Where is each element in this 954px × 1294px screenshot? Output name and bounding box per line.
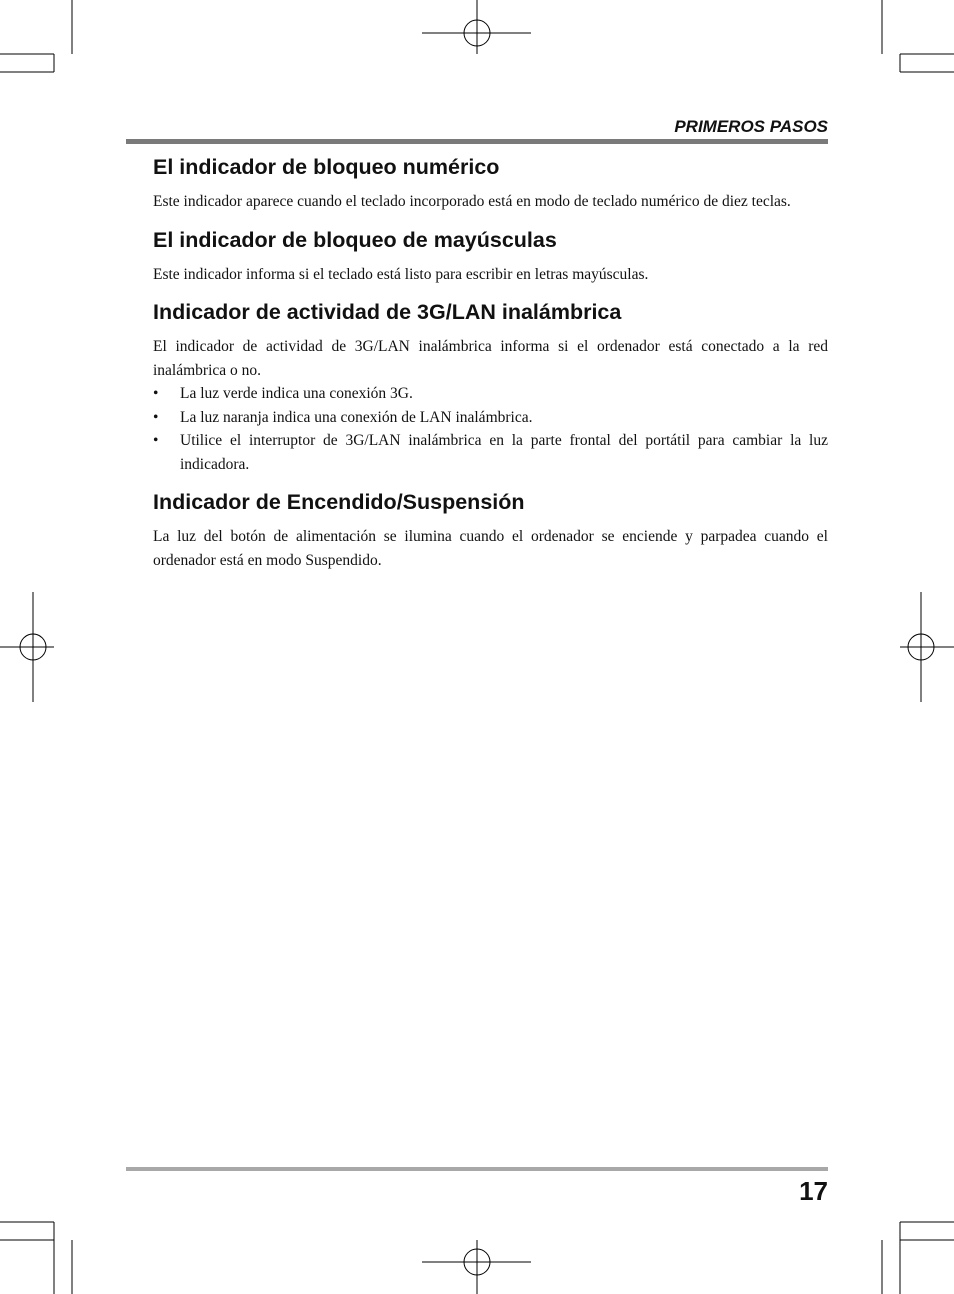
- section-num-lock: [153, 152, 828, 214]
- list-item-text: La luz naranja indica una conexión de LAN inalámbrica.: [180, 408, 533, 426]
- section-heading: El indicador de bloqueo numérico: [153, 155, 500, 179]
- list-item: [153, 406, 828, 430]
- list-item-text: La luz verde indica una conexión 3G.: [180, 385, 413, 402]
- bullet-icon: •: [153, 408, 159, 426]
- list-item: [153, 429, 828, 476]
- crop-mark-icon: [0, 1222, 72, 1294]
- bullet-icon: •: [153, 385, 159, 402]
- crop-mark-icon: [882, 0, 954, 72]
- footer-rule: [126, 1167, 828, 1171]
- section-paragraph: La luz del botón de alimentación se ilumina cuando el ordenador se enciende y parpadea cuando el ordenador está en modo Suspendido.: [153, 528, 828, 569]
- running-header: PRIMEROS PASOS: [674, 117, 828, 136]
- section-paragraph: Este indicador informa si el teclado está listo para escribir en letras mayúsculas.: [153, 265, 649, 283]
- section-caps-lock: [153, 225, 828, 287]
- section-heading: Indicador de Encendido/Suspensión: [153, 490, 525, 514]
- crop-mark-icon: [0, 0, 72, 72]
- section-paragraph: El indicador de actividad de 3G/LAN inalámbrica informa si el ordenador está conectado a la red inalámbrica o no.: [153, 338, 828, 379]
- page-number: 17: [799, 1176, 828, 1206]
- header-rule: [126, 139, 828, 144]
- bullet-list: [153, 382, 828, 476]
- section-paragraph: Este indicador aparece cuando el teclado incorporado está en modo de teclado numérico de diez teclas.: [153, 193, 791, 210]
- crop-mark-icon: [882, 1222, 954, 1294]
- section-heading: El indicador de bloqueo de mayúsculas: [153, 227, 557, 252]
- list-item: [153, 382, 828, 406]
- page-content: [153, 152, 828, 583]
- registration-mark-icon: [900, 592, 954, 702]
- section-power-suspend: [153, 487, 828, 572]
- section-wireless-activity: [153, 297, 828, 476]
- section-heading: Indicador de actividad de 3G/LAN inalámbrica: [153, 300, 622, 324]
- registration-mark-icon: [422, 1240, 531, 1294]
- bullet-icon: •: [153, 432, 159, 449]
- registration-mark-icon: [0, 592, 54, 702]
- list-item-text: Utilice el interruptor de 3G/LAN inalámbrica en la parte frontal del portátil para cambiar la luz indicadora.: [180, 432, 828, 473]
- registration-mark-icon: [422, 0, 531, 54]
